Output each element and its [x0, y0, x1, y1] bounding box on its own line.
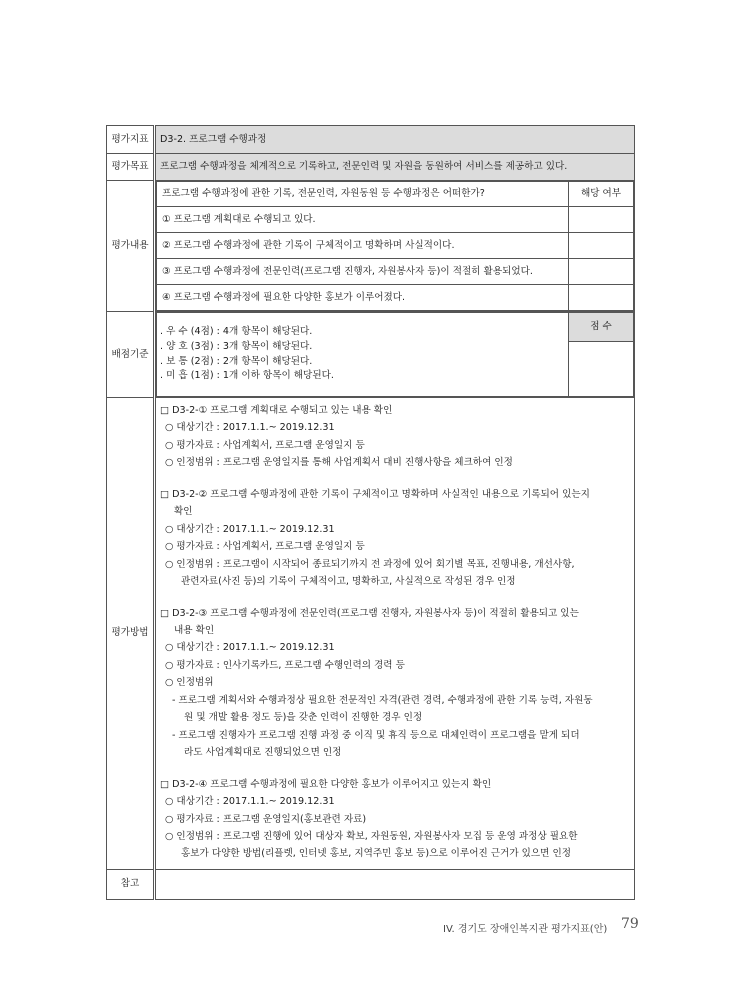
goal-label: 평가목표	[107, 154, 155, 181]
section-scope: ○ 인정범위 : 프로그램이 시작되어 종료되기까지 전 과정에 있어 회기별 목표, 진행내용, 개선사항,	[165, 558, 575, 570]
section-period: ○ 대상기간 : 2017.1.1.~ 2019.12.31	[165, 523, 335, 535]
content-label: 평가내용	[107, 181, 155, 312]
section-scope-cont: 관련자료(사진 등)의 기록이 구체적이고, 명확하고, 사실적으로 작성된 경우 인정	[181, 576, 516, 588]
score-header: 점 수	[569, 313, 634, 342]
method-section-4	[160, 776, 630, 863]
section-dash-item: - 프로그램 진행자가 프로그램 진행 과정 중 이직 및 휴직 등으로 대체인력이 프로그램을 맡게 되더	[172, 729, 580, 741]
content-inner-table	[156, 181, 634, 311]
section-dash-cont: 원 및 개발 활용 정도 등)을 갖춘 인력이 진행한 경우 인정	[184, 712, 423, 724]
score-box	[569, 342, 634, 397]
applies-box-3	[569, 259, 634, 285]
method-label: 평가방법	[107, 398, 155, 870]
row-score	[107, 312, 635, 398]
section-period: ○ 대상기간 : 2017.1.1.~ 2019.12.31	[165, 422, 335, 434]
score-inner-table	[156, 312, 634, 397]
method-section-1	[160, 402, 630, 472]
section-scope: ○ 인정범위	[165, 677, 214, 689]
score-criteria	[157, 313, 569, 397]
score-line: . 미 흡 (1점) : 1개 이하 항목이 해당된다.	[160, 370, 334, 382]
row-goal	[107, 154, 635, 181]
indicator-value: D3-2. 프로그램 수행과정	[155, 126, 635, 154]
section-title: □ D3-2-① 프로그램 계획대로 수행되고 있는 내용 확인	[160, 405, 393, 416]
applies-box-2	[569, 233, 634, 259]
section-title-cont: 내용 확인	[174, 624, 215, 636]
score-line: . 보 통 (2점) : 2개 항목이 해당된다.	[160, 355, 313, 367]
reference-label: 참고	[107, 869, 155, 899]
indicator-label: 평가지표	[107, 126, 155, 154]
section-material: ○ 평가자료 : 인사기록카드, 프로그램 수행인력의 경력 등	[165, 659, 405, 671]
method-section-2	[160, 486, 630, 591]
section-scope-cont: 홍보가 다양한 방법(리플렛, 인터넷 홍보, 지역주민 홍보 등)으로 이루어진 근거가 있으면 인정	[181, 848, 572, 860]
score-label: 배점기준	[107, 312, 155, 398]
section-title: □ D3-2-③ 프로그램 수행과정에 전문인력(프로그램 진행자, 자원봉사자 등)이 적절히 활용되고 있는	[160, 607, 579, 619]
section-title: □ D3-2-② 프로그램 수행과정에 관한 기록이 구체적이고 명확하며 사실적인 내용으로 기록되어 있는지	[160, 488, 590, 500]
content-item-2: ② 프로그램 수행과정에 관한 기록이 구체적이고 명확하며 사실적이다.	[157, 233, 569, 259]
section-scope: ○ 인정범위 : 프로그램 운영일지를 통해 사업계획서 대비 진행사항을 체크하여 인정	[165, 457, 513, 469]
applies-box-4	[569, 285, 634, 311]
applies-box-1	[569, 207, 634, 233]
section-period: ○ 대상기간 : 2017.1.1.~ 2019.12.31	[165, 796, 335, 808]
method-content	[155, 398, 635, 870]
score-line: . 양 호 (3점) : 3개 항목이 해당된다.	[160, 340, 313, 352]
method-section-3	[160, 605, 630, 762]
reference-value	[155, 869, 635, 899]
content-question: 프로그램 수행과정에 관한 기록, 전문인력, 자원동원 등 수행과정은 어떠한가?	[157, 182, 569, 207]
row-method	[107, 398, 635, 870]
section-title: □ D3-2-④ 프로그램 수행과정에 필요한 다양한 홍보가 이루어지고 있는지 확인	[160, 778, 492, 790]
page-number: 79	[621, 916, 639, 932]
content-item-1: ① 프로그램 계획대로 수행되고 있다.	[157, 207, 569, 233]
section-material: ○ 평가자료 : 사업계획서, 프로그램 운영일지 등	[165, 541, 365, 553]
row-content	[107, 181, 635, 312]
section-scope: ○ 인정범위 : 프로그램 진행에 있어 대상자 확보, 자원동원, 자원봉사자 모집 등 운영 과정상 필요한	[165, 830, 578, 842]
page-footer: IV. 경기도 장애인복지관 평가지표(안)	[443, 924, 608, 935]
applies-header: 해당 여부	[569, 182, 634, 207]
evaluation-table	[106, 125, 635, 900]
section-material: ○ 평가자료 : 사업계획서, 프로그램 운영일지 등	[165, 439, 365, 451]
section-period: ○ 대상기간 : 2017.1.1.~ 2019.12.31	[165, 642, 335, 654]
section-dash-cont: 라도 사업계획대로 진행되었으면 인정	[184, 747, 342, 759]
row-reference	[107, 869, 635, 899]
goal-value: 프로그램 수행과정을 체계적으로 기록하고, 전문인력 및 자원을 동원하여 서비스를 제공하고 있다.	[155, 154, 635, 181]
score-line: . 우 수 (4점) : 4개 항목이 해당된다.	[160, 325, 313, 337]
section-title-cont: 확인	[174, 506, 193, 518]
row-indicator	[107, 126, 635, 154]
content-item-3: ③ 프로그램 수행과정에 전문인력(프로그램 진행자, 자원봉사자 등)이 적절히 활용되었다.	[157, 259, 569, 285]
section-dash-item: - 프로그램 계획서와 수행과정상 필요한 전문적인 자격(관련 경력, 수행과정에 관한 기록 능력, 자원동	[172, 694, 593, 706]
section-material: ○ 평가자료 : 프로그램 운영일지(홍보관련 자료)	[165, 813, 367, 825]
content-item-4: ④ 프로그램 수행과정에 필요한 다양한 홍보가 이루어졌다.	[157, 285, 569, 311]
